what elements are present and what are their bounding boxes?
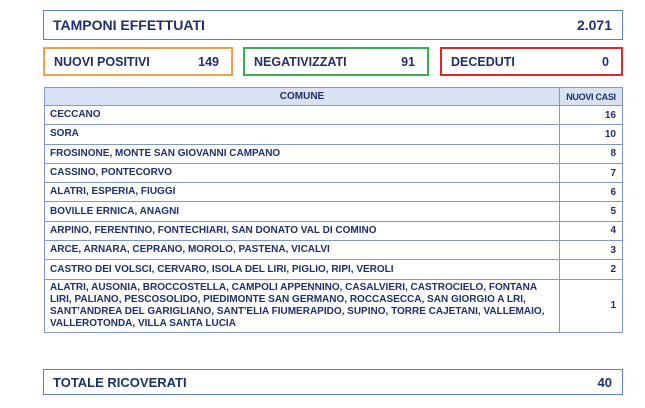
negativizzati-label: NEGATIVIZZATI: [254, 54, 347, 69]
tamponi-value: 2.071: [576, 17, 612, 33]
table-row: [45, 241, 623, 260]
deceduti-label: DECEDUTI: [451, 54, 515, 69]
nuovi-positivi-box: [43, 47, 233, 76]
nuovi-positivi-label: NUOVI POSITIVI: [54, 54, 150, 69]
casi-cell: 3: [560, 241, 623, 260]
comuni-table: [44, 87, 623, 333]
casi-cell: 10: [560, 125, 623, 144]
casi-cell: 16: [560, 106, 623, 125]
table-row: [45, 163, 623, 182]
negativizzati-box: [243, 47, 429, 76]
casi-cell: 5: [560, 202, 623, 221]
deceduti-box: [440, 47, 623, 76]
table-row: [45, 106, 623, 125]
table-row: [45, 260, 623, 279]
table-header-row: [45, 88, 623, 106]
table-row: [45, 221, 623, 240]
casi-cell: 7: [560, 163, 623, 182]
comune-cell: ARPINO, FERENTINO, FONTECHIARI, SAN DONATO VAL DI COMINO: [45, 221, 560, 240]
tamponi-box: [43, 10, 623, 40]
comune-cell: CASTRO DEI VOLSCI, CERVARO, ISOLA DEL LIRI, PIGLIO, RIPI, VEROLI: [45, 260, 560, 279]
casi-cell: 1: [560, 279, 623, 332]
deceduti-value: 0: [602, 54, 609, 69]
totale-ricoverati-value: 40: [597, 374, 612, 390]
casi-cell: 2: [560, 260, 623, 279]
comune-cell: FROSINONE, MONTE SAN GIOVANNI CAMPANO: [45, 144, 560, 163]
comune-cell: CECCANO: [45, 106, 560, 125]
comune-cell: ALATRI, ESPERIA, FIUGGI: [45, 183, 560, 202]
table-row: [45, 202, 623, 221]
negativizzati-value: 91: [401, 54, 415, 69]
table-row: [45, 125, 623, 144]
header-nuovi-casi: NUOVI CASI: [560, 88, 623, 106]
tamponi-label: TAMPONI EFFETTUATI: [53, 17, 205, 33]
comune-cell: SORA: [45, 125, 560, 144]
casi-cell: 4: [560, 221, 623, 240]
header-comune: COMUNE: [45, 88, 560, 106]
nuovi-positivi-value: 149: [198, 54, 219, 69]
comune-cell: BOVILLE ERNICA, ANAGNI: [45, 202, 560, 221]
table-row: [45, 183, 623, 202]
comune-cell: ARCE, ARNARA, CEPRANO, MOROLO, PASTENA, VICALVI: [45, 241, 560, 260]
totale-ricoverati-label: TOTALE RICOVERATI: [53, 374, 187, 390]
comune-cell: ALATRI, AUSONIA, BROCCOSTELLA, CAMPOLI APPENNINO, CASALVIERI, CASTROCIELO, FONTANA LIRI, PALIANO, PESCOSOLIDO, PIEDIMONTE SAN GERMANO, ROCCASECCA, SAN GIORGIO A LRI, SANT'ANDREA DEL GARIGLIANO, SANT'ELIA FIUMERAPIDO, SUPINO, TORRE CAJETANI, VALLEMAIO, VALLEROTONDA, VILLA SANTA LUCIA: [45, 279, 560, 332]
table-row: [45, 279, 623, 332]
casi-cell: 6: [560, 183, 623, 202]
totale-ricoverati-box: [43, 369, 623, 395]
comune-cell: CASSINO, PONTECORVO: [45, 163, 560, 182]
casi-cell: 8: [560, 144, 623, 163]
table-row: [45, 144, 623, 163]
